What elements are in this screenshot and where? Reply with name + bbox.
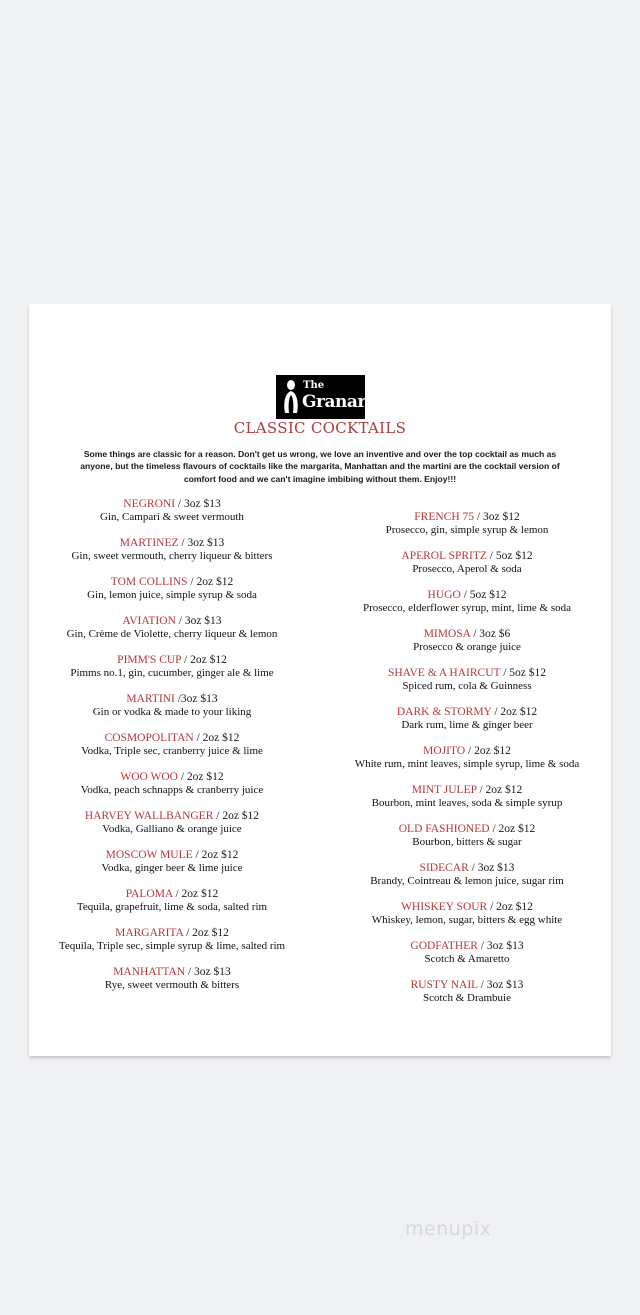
cocktail-price: / 2oz $12 [177, 771, 224, 783]
menu-item [39, 927, 305, 966]
menu-item-heading [331, 628, 603, 641]
menu-item-heading [39, 615, 305, 628]
cocktail-price: / 2oz $12 [183, 927, 229, 939]
cocktail-ingredients: Vodka, Galliano & orange juice [102, 823, 242, 835]
cocktail-ingredients: Whiskey, lemon, sugar, bitters & egg white [371, 914, 563, 926]
menu-item [39, 966, 305, 1005]
left-menu-column [39, 498, 305, 1005]
cocktail-name: WOO WOO [120, 771, 178, 783]
cocktail-name: MARTINEZ [119, 537, 179, 549]
menu-item [39, 849, 305, 888]
menu-item-heading [39, 732, 305, 745]
cocktail-ingredients: Prosecco, gin, simple syrup & lemon [385, 524, 549, 536]
cocktail-name: MOJITO [423, 745, 466, 757]
logo-text-the: The [303, 380, 325, 391]
menu-card [29, 304, 611, 1056]
cocktail-price: / 2oz $12 [187, 576, 234, 588]
menu-item [331, 511, 603, 550]
cocktail-name: MARTINI [126, 693, 175, 705]
cocktail-price: / 2oz $12 [476, 784, 523, 796]
cocktail-price: / 3oz $12 [474, 511, 520, 523]
cocktail-name: MANHATTAN [113, 966, 186, 978]
menu-item [39, 693, 305, 732]
menu-item [331, 628, 603, 667]
menu-item-heading [331, 706, 603, 719]
cocktail-name: SIDECAR [419, 862, 469, 874]
menu-item [331, 550, 603, 589]
cocktail-price: / 2oz $12 [192, 849, 239, 861]
cocktail-price: / 5oz $12 [500, 667, 547, 679]
menu-item-heading [39, 693, 305, 706]
menu-item-heading [39, 927, 305, 940]
cocktail-ingredients: Bourbon, mint leaves, soda & simple syrup [371, 797, 563, 809]
menu-item [331, 862, 603, 901]
cocktail-name: DARK & STORMY [396, 706, 492, 718]
menu-item-heading [39, 849, 305, 862]
menu-item [39, 498, 305, 537]
menu-item-heading [39, 966, 305, 979]
menu-item [39, 888, 305, 927]
cocktail-ingredients: Gin, Crème de Violette, cherry liqueur & lemon [66, 628, 278, 640]
menu-item [39, 810, 305, 849]
cocktail-name: FRENCH 75 [414, 511, 475, 523]
menu-item-heading [331, 940, 603, 953]
cocktail-ingredients: Spiced rum, cola & Guinness [402, 680, 532, 692]
menu-item [331, 823, 603, 862]
cocktail-ingredients: Prosecco, Aperol & soda [412, 563, 522, 575]
menu-item [331, 667, 603, 706]
menu-item-heading [39, 771, 305, 784]
cocktail-price: / 2oz $12 [193, 732, 240, 744]
cocktail-ingredients: Vodka, Triple sec, cranberry juice & lime [81, 745, 263, 757]
cocktail-ingredients: Vodka, ginger beer & lime juice [101, 862, 243, 874]
menu-item [331, 706, 603, 745]
cocktail-price: / 3oz $13 [178, 537, 225, 549]
cocktail-ingredients: Scotch & Drambuie [423, 992, 511, 1004]
cocktail-ingredients: Bourbon, bitters & sugar [412, 836, 522, 848]
cocktail-ingredients: Gin, Campari & sweet vermouth [100, 511, 244, 523]
menu-item [39, 654, 305, 693]
menu-item [331, 940, 603, 979]
menu-item-heading [331, 745, 603, 758]
menu-item [39, 537, 305, 576]
cocktail-name: COSMOPOLITAN [104, 732, 194, 744]
cocktail-price: / 2oz $12 [181, 654, 227, 666]
page-title: CLASSIC COCKTAILS [233, 419, 407, 437]
cocktail-ingredients: Dark rum, lime & ginger beer [401, 719, 533, 731]
granary-logo [276, 375, 376, 419]
right-menu-column [331, 511, 603, 1018]
cocktail-ingredients: Brandy, Cointreau & lemon juice, sugar rim [370, 875, 564, 887]
cocktail-price: / 2oz $12 [491, 706, 538, 718]
cocktail-name: NEGRONI [123, 498, 176, 510]
cocktail-price: / 3oz $13 [477, 979, 524, 991]
cocktail-name: MARGARITA [115, 927, 184, 939]
figure-silhouette-icon [281, 379, 301, 415]
cocktail-ingredients: White rum, mint leaves, simple syrup, lime & soda [354, 758, 580, 770]
cocktail-price: / 2oz $12 [213, 810, 260, 822]
menu-item-heading [39, 888, 305, 901]
cocktail-name: TOM COLLINS [110, 576, 188, 588]
menu-item-heading [331, 589, 603, 602]
cocktail-name: AVIATION [122, 615, 176, 627]
logo-text-granary: Granary [302, 392, 376, 412]
menu-item-heading [39, 537, 305, 550]
menu-item-heading [39, 498, 305, 511]
menu-item-heading [331, 862, 603, 875]
cocktail-price: / 2oz $12 [465, 745, 511, 757]
cocktail-name: MOSCOW MULE [105, 849, 193, 861]
menu-item-heading [331, 667, 603, 680]
cocktail-price: / 5oz $12 [486, 550, 533, 562]
intro-paragraph: Some things are classic for a reason. Don't get us wrong, we love an inventive and over the top cocktail as much as anyone, but the timeless flavours of cocktails like the margarita, Manhattan and the martini are the cocktail version of comfort food and we can't imagine imbibing without them. Enjoy!!! [80, 449, 560, 484]
cocktail-price: / 3oz $13 [468, 862, 515, 874]
cocktail-price: / 3oz $13 [185, 966, 231, 978]
cocktail-ingredients: Tequila, Triple sec, simple syrup & lime, salted rim [58, 940, 286, 952]
cocktail-name: MINT JULEP [411, 784, 477, 796]
menu-item-heading [39, 810, 305, 823]
menu-item [39, 771, 305, 810]
menu-item-heading [331, 979, 603, 992]
cocktail-price: / 2oz $12 [489, 823, 536, 835]
menu-item [331, 784, 603, 823]
menu-item-heading [331, 901, 603, 914]
menu-item [39, 732, 305, 771]
cocktail-name: WHISKEY SOUR [401, 901, 488, 913]
cocktail-name: HUGO [427, 589, 461, 601]
menu-item [331, 589, 603, 628]
cocktail-ingredients: Pimms no.1, gin, cucumber, ginger ale & lime [70, 667, 274, 679]
menu-item-heading [331, 550, 603, 563]
cocktail-ingredients: Gin or vodka & made to your liking [92, 706, 252, 718]
menu-item-heading [331, 784, 603, 797]
menu-item [331, 745, 603, 784]
menu-item-heading [39, 576, 305, 589]
cocktail-price: / 3oz $6 [470, 628, 511, 640]
menu-item-heading [39, 654, 305, 667]
cocktail-price: / 3oz $13 [175, 615, 222, 627]
menu-item [39, 615, 305, 654]
menupix-watermark: menupix [405, 1218, 492, 1240]
cocktail-name: GODFATHER [410, 940, 478, 952]
cocktail-name: MIMOSA [423, 628, 471, 640]
cocktail-ingredients: Gin, lemon juice, simple syrup & soda [87, 589, 257, 601]
cocktail-name: HARVEY WALLBANGER [84, 810, 214, 822]
cocktail-ingredients: Prosecco, elderflower syrup, mint, lime & soda [362, 602, 572, 614]
cocktail-ingredients: Scotch & Amaretto [424, 953, 510, 965]
cocktail-name: RUSTY NAIL [410, 979, 478, 991]
cocktail-name: PIMM'S CUP [117, 654, 182, 666]
cocktail-ingredients: Tequila, grapefruit, lime & soda, salted rim [76, 901, 268, 913]
cocktail-price: / 2oz $12 [487, 901, 533, 913]
cocktail-name: OLD FASHIONED [398, 823, 490, 835]
cocktail-ingredients: Gin, sweet vermouth, cherry liqueur & bitters [71, 550, 273, 562]
cocktail-name: APEROL SPRITZ [401, 550, 487, 562]
cocktail-price: / 2oz $12 [172, 888, 219, 900]
menu-item-heading [331, 823, 603, 836]
cocktail-price: / 3oz $13 [477, 940, 524, 952]
cocktail-name: SHAVE & A HAIRCUT [387, 667, 501, 679]
menu-item [331, 901, 603, 940]
cocktail-ingredients: Vodka, peach schnapps & cranberry juice [80, 784, 264, 796]
cocktail-price: / 3oz $13 [175, 498, 221, 510]
cocktail-ingredients: Rye, sweet vermouth & bitters [104, 979, 240, 991]
menu-item [39, 576, 305, 615]
cocktail-price: /3oz $13 [174, 693, 218, 705]
menu-item [331, 979, 603, 1018]
cocktail-ingredients: Prosecco & orange juice [413, 641, 521, 653]
cocktail-name: PALOMA [125, 888, 173, 900]
menu-item-heading [331, 511, 603, 524]
cocktail-price: / 5oz $12 [460, 589, 507, 601]
